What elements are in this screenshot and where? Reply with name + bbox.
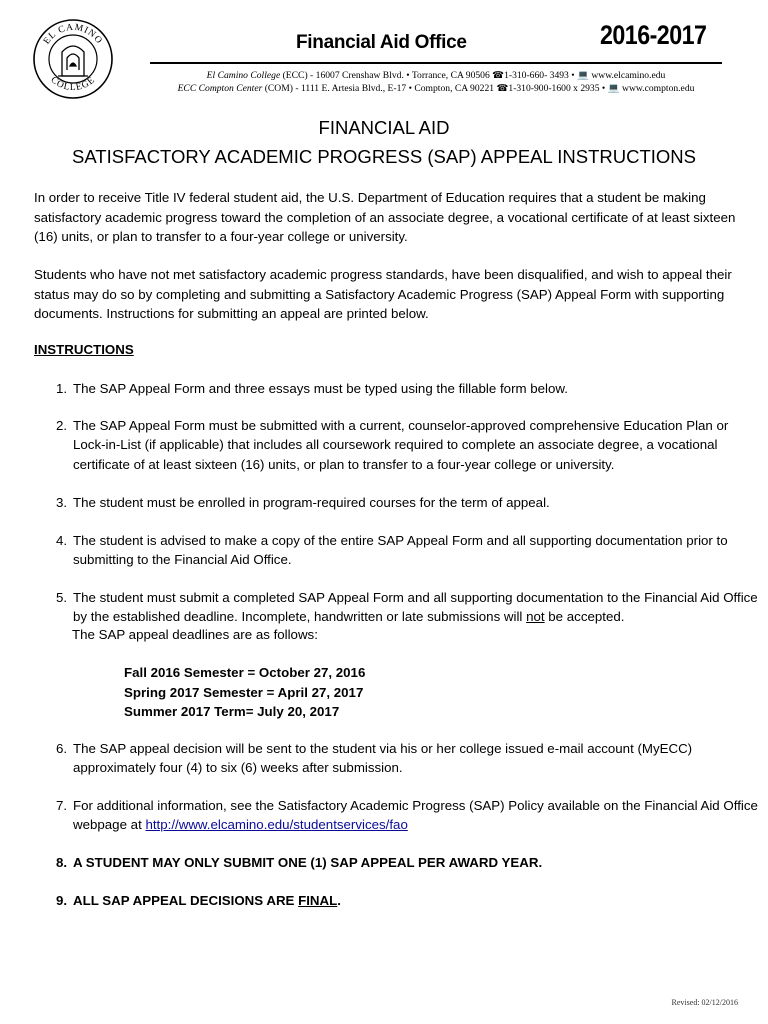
instructions-heading: INSTRUCTIONS — [34, 342, 134, 357]
instruction-item-5 — [56, 588, 758, 627]
instruction-item-6 — [56, 739, 758, 778]
item-text: The SAP Appeal Form must be submitted with a current, counselor-approved comprehensive Education Plan or Lock-in-List (if applicable) that includes all coursework required to complete an associate degree, a vocational certificate of at least sixteen (16) units, or plan to transfer to a four-year college or university. — [73, 418, 729, 472]
item-text: The SAP Appeal Form and three essays must be typed using the fillable form below. — [73, 381, 568, 396]
office-title: Financial Aid Office — [296, 32, 467, 53]
seal-text-top: EL CAMINO — [41, 22, 105, 47]
header-divider — [150, 62, 722, 64]
item-number: 9. — [56, 893, 68, 908]
item-number: 7. — [56, 798, 68, 813]
emphasis-not: not — [526, 609, 545, 625]
bell-tower-icon — [58, 46, 88, 76]
item-number: 2. — [56, 418, 68, 433]
item-number: 8. — [56, 855, 68, 870]
item-text-part: be accepted. — [544, 609, 625, 625]
instruction-item-3 — [56, 493, 758, 512]
instruction-item-9 — [56, 891, 758, 910]
item-text: The student is advised to make a copy of the entire SAP Appeal Form and all supporting documentation prior to submitting to the Financial Aid Office. — [73, 533, 728, 568]
intro-paragraph-2: Students who have not met satisfactory academic progress standards, have been disqualified, and wish to appeal their status may do so by completing and submitting a Satisfactory Academic Progress (SAP) Appeal Form with supporting documents. Instructions for submitting an appeal are printed below. — [34, 267, 732, 321]
deadline-summer: Summer 2017 Term= July 20, 2017 — [124, 704, 340, 719]
deadline-fall: Fall 2016 Semester = October 27, 2016 — [124, 665, 366, 680]
item-text: A STUDENT MAY ONLY SUBMIT ONE (1) SAP APPEAL PER AWARD YEAR. — [73, 855, 543, 870]
item-text-part: ALL SAP APPEAL DECISIONS ARE — [73, 893, 299, 908]
intro-paragraph-1: In order to receive Title IV federal student aid, the U.S. Department of Education requires that a student be making satisfactory academic progress toward the completion of an associate degree, a vocational certificate of at least sixteen (16) units, or plan to transfer to a four-year college or university. — [34, 190, 736, 244]
document-title-line1: FINANCIAL AID — [318, 117, 450, 138]
svg-text:COLLEGE — [48, 75, 97, 93]
seal-text-bottom: COLLEGE — [48, 75, 98, 94]
ecc-address — [150, 70, 722, 81]
item-text-part: For additional information, see the Satisfactory Academic Progress (SAP) Policy available on the Financial Aid Office webpage at — [73, 798, 758, 833]
emphasis-final: FINAL — [298, 893, 338, 908]
fao-webpage-link[interactable]: http://www.elcamino.edu/studentservices/fao — [145, 817, 408, 833]
item-number: 5. — [56, 590, 68, 605]
item-text — [73, 796, 758, 835]
compton-contact: (COM) - 1111 E. Artesia Blvd., E-17 • Compton, CA 90221 ☎1-310-900-1600 x 2935 • 💻 www.compton.edu — [262, 83, 695, 94]
deadline-list — [124, 663, 365, 722]
item-number: 4. — [56, 533, 68, 548]
el-camino-college-seal — [32, 18, 114, 100]
instruction-item-4 — [56, 531, 758, 570]
deadline-spring: Spring 2017 Semester = April 27, 2017 — [124, 684, 364, 700]
ecc-name: El Camino College — [206, 70, 281, 81]
compton-name: ECC Compton Center — [177, 83, 263, 94]
deadlines-intro: The SAP appeal deadlines are as follows: — [72, 627, 318, 642]
document-title-line2: SATISFACTORY ACADEMIC PROGRESS (SAP) APPEAL INSTRUCTIONS — [71, 146, 696, 167]
item-number: 6. — [56, 741, 68, 756]
item-text-part: . — [337, 893, 341, 908]
revision-date: Revised: 02/12/2016 — [671, 998, 738, 1007]
instruction-item-1 — [56, 379, 758, 398]
item-text — [73, 891, 758, 910]
item-number: 1. — [56, 381, 68, 396]
item-text: The student must be enrolled in program-required courses for the term of appeal. — [73, 495, 550, 510]
award-year: 2016-2017 — [600, 20, 707, 50]
ecc-contact: (ECC) - 16007 Crenshaw Blvd. • Torrance, CA 90506 ☎1-310-660- 3493 • 💻 www.elcamino.edu — [280, 70, 666, 81]
item-text-part: The student must submit a completed SAP Appeal Form and all supporting documentation to the Financial Aid Office by the established deadline. Incomplete, handwritten or late submissions will — [73, 590, 758, 625]
compton-address — [150, 83, 722, 94]
instruction-item-7 — [56, 796, 758, 835]
item-number: 3. — [56, 495, 68, 510]
instruction-item-2 — [56, 416, 758, 474]
instruction-item-8 — [56, 853, 758, 872]
item-text — [73, 588, 758, 627]
item-text: The SAP appeal decision will be sent to the student via his or her college issued e-mail account (MyECC) approximately four (4) to six (6) weeks after submission. — [73, 741, 693, 776]
